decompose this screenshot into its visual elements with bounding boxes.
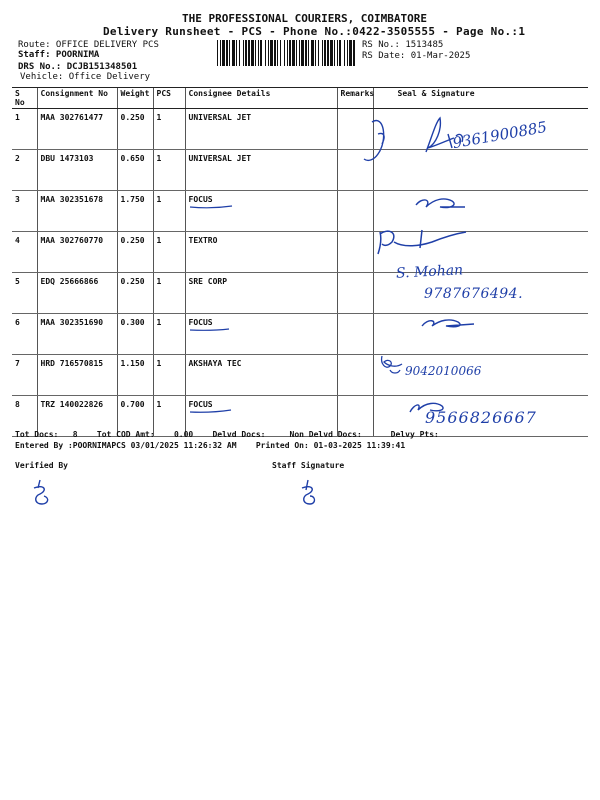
cell-weight: 1.750 xyxy=(117,191,153,232)
handwritten-name-row5: S. Mohan xyxy=(395,262,464,282)
pen-underline xyxy=(189,409,233,414)
pen-underline xyxy=(189,327,233,332)
table-row xyxy=(12,355,588,396)
consignee-name: FOCUS xyxy=(188,195,213,204)
entered-line: Entered By :POORNIMAPCS 03/01/2025 11:26:32 AM Printed On: 01-03-2025 11:39:41 xyxy=(15,441,406,450)
cell-consignment: TRZ 140022826 xyxy=(37,396,117,437)
verified-by-label: Verified By xyxy=(15,461,68,470)
cell-remarks xyxy=(337,314,373,355)
column-header: Consignment No xyxy=(37,88,117,109)
handwritten-phone-row5: 9787676494. xyxy=(424,286,524,302)
consignee-name: FOCUS xyxy=(188,318,213,327)
consignee-name: FOCUS xyxy=(188,400,213,409)
table-row xyxy=(12,232,588,273)
cell-consignment: EDQ 25666866 xyxy=(37,273,117,314)
vehicle-label: Vehicle: Office Delivery xyxy=(20,72,151,82)
column-header: Consignee Details xyxy=(185,88,337,109)
cell-consignee: AKSHAYA TEC xyxy=(185,355,337,396)
cell-remarks xyxy=(337,355,373,396)
table-header-row xyxy=(12,88,588,109)
pen-underline xyxy=(189,204,233,209)
cell-weight: 0.250 xyxy=(117,109,153,150)
cell-sno: 8 xyxy=(12,396,37,437)
cell-consignee: TEXTRO xyxy=(185,232,337,273)
verified-by-signature xyxy=(30,478,54,508)
drs-label: DRS No.: DCJB151348501 xyxy=(18,62,138,72)
column-header: Remarks xyxy=(337,88,373,109)
rs-date: RS Date: 01-Mar-2025 xyxy=(362,51,471,61)
signature-row4 xyxy=(372,226,472,260)
barcode xyxy=(217,40,355,66)
runsheet-title: Delivery Runsheet - PCS - Phone No.:0422-3505555 - Page No.:1 xyxy=(103,25,526,38)
company-title: THE PROFESSIONAL COURIERS, COIMBATORE xyxy=(182,12,428,25)
cell-consignee xyxy=(185,314,337,355)
cell-pcs: 1 xyxy=(153,314,185,355)
cell-pcs: 1 xyxy=(153,396,185,437)
cell-consignment: HRD 716570815 xyxy=(37,355,117,396)
cell-consignee: UNIVERSAL JET xyxy=(185,150,337,191)
column-header: S No xyxy=(12,88,37,109)
cell-consignee: SRE CORP xyxy=(185,273,337,314)
cell-remarks xyxy=(337,273,373,314)
cell-sno: 6 xyxy=(12,314,37,355)
rs-number: RS No.: 1513485 xyxy=(362,40,444,50)
cell-consignee: UNIVERSAL JET xyxy=(185,109,337,150)
cell-weight: 0.650 xyxy=(117,150,153,191)
cell-consignment: MAA 302351678 xyxy=(37,191,117,232)
cell-sno: 3 xyxy=(12,191,37,232)
cell-weight: 0.250 xyxy=(117,232,153,273)
cell-consignment: MAA 302351690 xyxy=(37,314,117,355)
cell-pcs: 1 xyxy=(153,273,185,314)
column-header: PCS xyxy=(153,88,185,109)
cell-remarks xyxy=(337,232,373,273)
cell-pcs: 1 xyxy=(153,232,185,273)
cell-pcs: 1 xyxy=(153,109,185,150)
route-label: Route: OFFICE DELIVERY PCS xyxy=(18,40,159,50)
cell-pcs: 1 xyxy=(153,150,185,191)
column-header: Seal & Signature xyxy=(373,88,588,109)
totals-line: Tot Docs: 8 Tot COD Amt: 0.00 Delvd Docs: Non Delvd Docs: Delvy Pts: xyxy=(15,430,439,439)
cell-sno: 7 xyxy=(12,355,37,396)
cell-consignment: MAA 302761477 xyxy=(37,109,117,150)
cell-pcs: 1 xyxy=(153,355,185,396)
cell-weight: 0.700 xyxy=(117,396,153,437)
staff-signature-label: Staff Signature xyxy=(272,461,345,470)
cell-sno: 5 xyxy=(12,273,37,314)
staff-signature xyxy=(296,478,320,508)
cell-sno: 2 xyxy=(12,150,37,191)
cell-weight: 0.300 xyxy=(117,314,153,355)
table-row xyxy=(12,150,588,191)
cell-consignment: DBU 1473103 xyxy=(37,150,117,191)
cell-weight: 1.150 xyxy=(117,355,153,396)
table-row xyxy=(12,191,588,232)
cell-consignment: MAA 302760770 xyxy=(37,232,117,273)
signature-row6 xyxy=(418,314,478,334)
cell-sno: 1 xyxy=(12,109,37,150)
cell-sno: 4 xyxy=(12,232,37,273)
cell-weight: 0.250 xyxy=(117,273,153,314)
cell-seal xyxy=(373,314,588,355)
handwritten-phone-row7: 9042010066 xyxy=(405,364,482,378)
handwritten-phone-row1: 9361900885 xyxy=(451,117,549,153)
signature-row7 xyxy=(376,352,406,378)
handwritten-phone-row8: 9566826667 xyxy=(425,408,537,427)
table-row xyxy=(12,314,588,355)
signature-row3 xyxy=(410,193,470,215)
cell-remarks xyxy=(337,191,373,232)
staff-label: Staff: POORNIMA xyxy=(18,50,100,60)
cell-consignee xyxy=(185,191,337,232)
column-header: Weight xyxy=(117,88,153,109)
cell-pcs: 1 xyxy=(153,191,185,232)
